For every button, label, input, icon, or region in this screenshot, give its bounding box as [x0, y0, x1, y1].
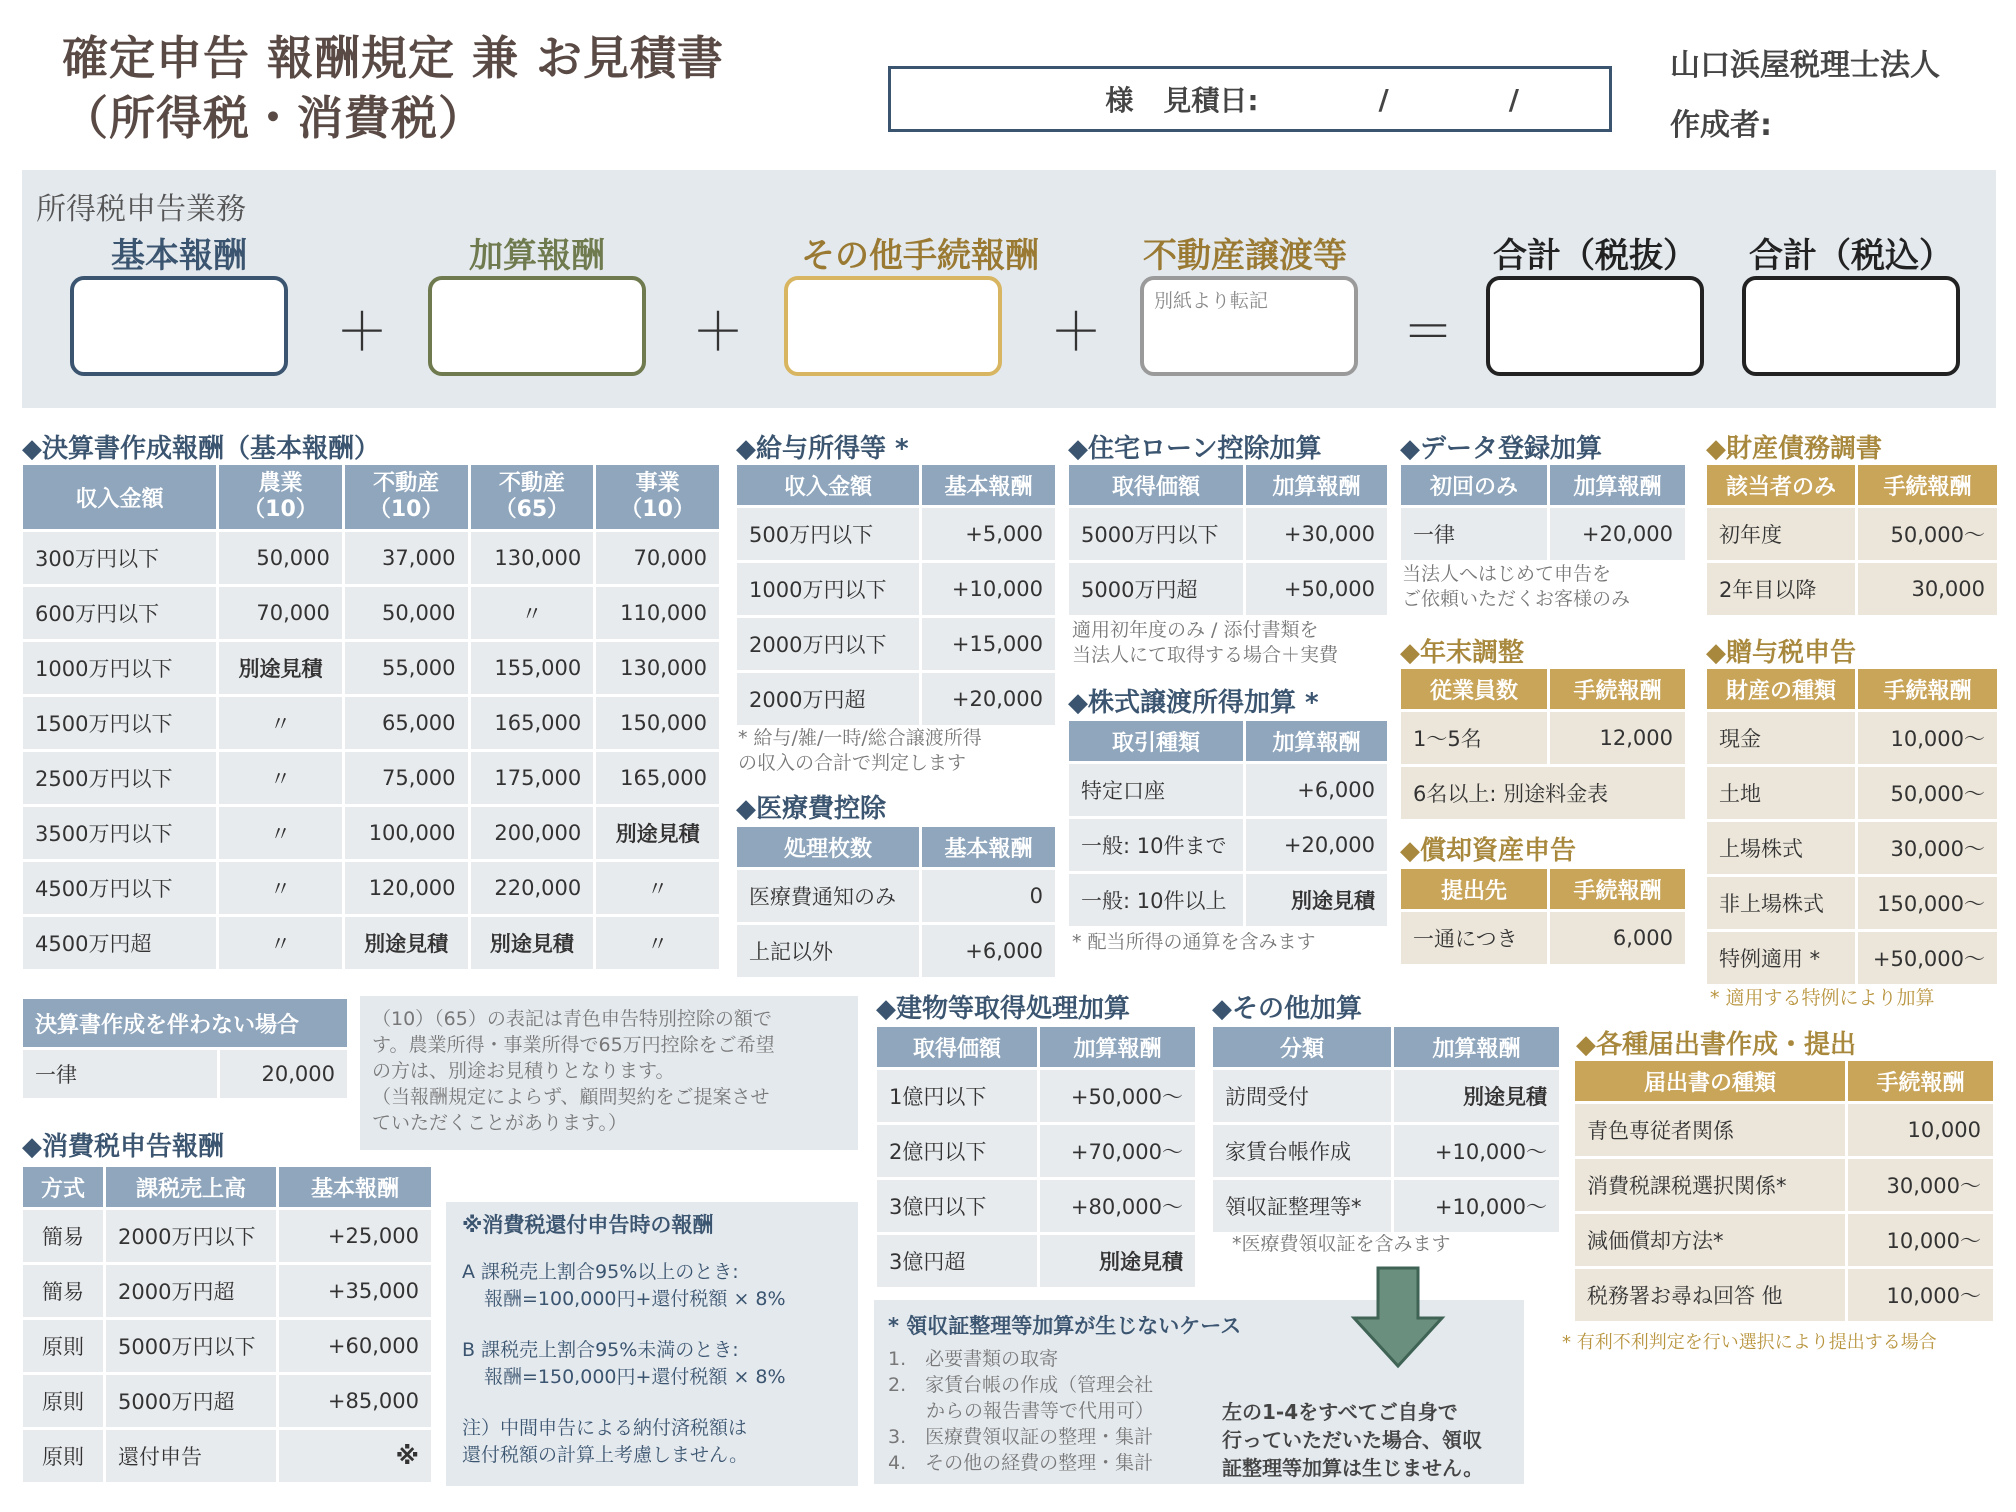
housing-r0c0: 5000万円以下: [1069, 508, 1243, 560]
salary-h1: 基本報酬: [922, 465, 1055, 505]
plus-3: ＋: [1050, 303, 1103, 363]
nenmatsu-title: ◆年末調整: [1400, 638, 1524, 668]
housing-note-1: 適用初年度のみ / 添付書類を: [1072, 619, 1319, 641]
kessan-r0c2: 37,000: [345, 532, 468, 584]
housing-h1: 加算報酬: [1246, 465, 1387, 505]
zouyo-r0c1: 10,000〜: [1858, 712, 1997, 764]
table-row: [737, 563, 1055, 615]
kessan-h0: 収入金額: [23, 465, 216, 529]
table-row: [737, 925, 1055, 977]
zouyo-r4c1: +50,000〜: [1858, 932, 1997, 984]
table-row: [1707, 508, 1997, 560]
sonota-r2c0: 領収証整理等*: [1213, 1180, 1391, 1232]
table-row: [23, 752, 719, 804]
kessan-r7c4: 〃: [596, 917, 719, 969]
table-row: [737, 618, 1055, 670]
kanpu-c2: 還付税額の計算上考慮しません。: [462, 1444, 749, 1466]
datareg-note: [1402, 562, 1630, 612]
stock-table: [1066, 718, 1390, 929]
blue-note-1: （10）（65）の表記は青色申告特別控除の額で: [372, 1008, 772, 1030]
title-line1: 確定申告 報酬規定 兼 お見積書: [62, 31, 725, 85]
kessan-h4: 事業 （10）: [596, 465, 719, 529]
date-sep2: /: [1508, 82, 1519, 116]
total-in-label: 合計（税込）: [1749, 236, 1953, 276]
plus-2: ＋: [692, 303, 745, 363]
table-row: [1707, 712, 1997, 764]
kessan-r0c1: 50,000: [219, 532, 342, 584]
todoke-r3c1: 10,000〜: [1848, 1269, 1993, 1321]
salary-r0c1: +5,000: [922, 508, 1055, 560]
tatemono-title: ◆建物等取得処理加算: [876, 994, 1130, 1024]
todoke-r2c0: 減価償却方法*: [1575, 1214, 1845, 1266]
table-row: [23, 1430, 431, 1482]
kessan-r1c1: 70,000: [219, 587, 342, 639]
zaisan-r1c0: 2年目以降: [1707, 563, 1855, 615]
todoke-table: [1572, 1058, 1996, 1324]
datareg-r0c0: 一律: [1401, 508, 1547, 560]
kanpu-a2: 報酬=100,000円+還付税額 × 8%: [484, 1288, 786, 1310]
nenmatsu-h1: 手続報酬: [1550, 669, 1685, 709]
table-row: [1213, 1070, 1559, 1122]
housing-r1c1: +50,000: [1246, 563, 1387, 615]
nenmatsu-r0c0: 1〜5名: [1401, 712, 1547, 764]
housing-table: [1066, 462, 1390, 618]
page-title: [62, 28, 724, 148]
kessan-r0c4: 70,000: [596, 532, 719, 584]
no-kessan-title: 決算書作成を伴わない場合: [23, 999, 347, 1047]
zaisan-h0: 該当者のみ: [1707, 465, 1855, 505]
table-row: [23, 1375, 431, 1427]
salary-title: ◆給与所得等 *: [736, 434, 909, 464]
table-row: [1707, 767, 1997, 819]
shohi-title: ◆消費税申告報酬: [22, 1132, 224, 1162]
basic-box[interactable]: [70, 276, 288, 376]
stock-r1c0: 一般: 10件まで: [1069, 819, 1243, 871]
shohi-table: [20, 1164, 434, 1485]
ryoshu-item-3: からの報告書等で代用可）: [888, 1400, 1155, 1422]
kanpu-b2: 報酬=150,000円+還付税額 × 8%: [484, 1366, 786, 1388]
todoke-r2c1: 10,000〜: [1848, 1214, 1993, 1266]
sonota-table: [1210, 1024, 1562, 1235]
ryoshu-item-4: 3. 医療費領収証の整理・集計: [888, 1426, 1154, 1448]
medical-r0c0: 医療費通知のみ: [737, 870, 919, 922]
shohi-h1: 課税売上高: [106, 1167, 276, 1207]
salary-r2c1: +15,000: [922, 618, 1055, 670]
table-row: [1707, 822, 1997, 874]
kessan-r7c2: 別途見積: [345, 917, 468, 969]
zaisan-table: [1704, 462, 2000, 618]
sonota-r2c1: +10,000〜: [1394, 1180, 1559, 1232]
kessan-r0c3: 130,000: [471, 532, 594, 584]
kessan-r7c3: 別途見積: [471, 917, 594, 969]
salary-note-1: * 給与/雑/一時/総合譲渡所得: [738, 727, 982, 749]
table-row: [877, 1070, 1195, 1122]
table-row: [1575, 1104, 1993, 1156]
table-row: [737, 870, 1055, 922]
kanpu-b1: B 課税売上割合95%未満のとき:: [462, 1339, 739, 1361]
tatemono-r0c1: +50,000〜: [1040, 1070, 1195, 1122]
kessan-r0c0: 300万円以下: [23, 532, 216, 584]
kessan-r4c1: 〃: [219, 752, 342, 804]
kessan-r6c0: 4500万円以下: [23, 862, 216, 914]
table-row: [1707, 932, 1997, 984]
kessan-r3c1: 〃: [219, 697, 342, 749]
medical-table: [734, 824, 1058, 980]
kanpu-box: [446, 1202, 858, 1486]
table-row: [1069, 874, 1387, 926]
sonota-r0c1: 別途見積: [1394, 1070, 1559, 1122]
kessan-r3c2: 65,000: [345, 697, 468, 749]
medical-title: ◆医療費控除: [736, 794, 886, 824]
salary-note: [738, 726, 982, 776]
datareg-h1: 加算報酬: [1550, 465, 1685, 505]
nenmatsu-row2: 6名以上: 別途料金表: [1401, 767, 1685, 819]
stock-r2c0: 一般: 10件以上: [1069, 874, 1243, 926]
stock-r0c0: 特定口座: [1069, 764, 1243, 816]
table-row: [1213, 1180, 1559, 1232]
added-label: 加算報酬: [469, 236, 605, 276]
kessan-r3c0: 1500万円以下: [23, 697, 216, 749]
datareg-note-1: 当法人へはじめて申告を: [1402, 563, 1612, 585]
kessan-r1c2: 50,000: [345, 587, 468, 639]
kessan-r1c4: 110,000: [596, 587, 719, 639]
medical-r1c0: 上記以外: [737, 925, 919, 977]
kessan-title: ◆決算書作成報酬（基本報酬）: [22, 434, 380, 464]
zouyo-r1c0: 土地: [1707, 767, 1855, 819]
shokyaku-r0c0: 一通につき: [1401, 912, 1547, 964]
other-box[interactable]: [784, 276, 1002, 376]
tatemono-r2c0: 3億円以下: [877, 1180, 1037, 1232]
table-row: [1575, 1214, 1993, 1266]
kessan-r6c3: 220,000: [471, 862, 594, 914]
total-in-box[interactable]: [1742, 276, 1960, 376]
nenmatsu-h0: 従業員数: [1401, 669, 1547, 709]
housing-r1c0: 5000万円超: [1069, 563, 1243, 615]
kessan-r3c3: 165,000: [471, 697, 594, 749]
stock-h0: 取引種類: [1069, 721, 1243, 761]
realestate-label: 不動産譲渡等: [1143, 236, 1347, 276]
sonota-r1c1: +10,000〜: [1394, 1125, 1559, 1177]
tatemono-table: [874, 1024, 1198, 1290]
sonota-h1: 加算報酬: [1394, 1027, 1559, 1067]
zaisan-h1: 手続報酬: [1858, 465, 1997, 505]
kessan-r5c1: 〃: [219, 807, 342, 859]
tatemono-h0: 取得価額: [877, 1027, 1037, 1067]
no-kessan-table: [20, 996, 350, 1101]
equals: ＝: [1402, 303, 1455, 363]
estimate-date-label: 見積日:: [1163, 84, 1259, 117]
stock-r0c1: +6,000: [1246, 764, 1387, 816]
sonota-r0c0: 訪問受付: [1213, 1070, 1391, 1122]
zaisan-r1c1: 30,000: [1858, 563, 1997, 615]
added-box[interactable]: [428, 276, 646, 376]
kessan-r7c0: 4500万円超: [23, 917, 216, 969]
no-kessan-value: 20,000: [220, 1050, 347, 1098]
medical-r0c1: 0: [922, 870, 1055, 922]
blue-note-4: （当報酬規定によらず、顧問契約をご提案させ: [372, 1086, 770, 1108]
todoke-r0c1: 10,000: [1848, 1104, 1993, 1156]
todoke-r1c0: 消費税課税選択関係*: [1575, 1159, 1845, 1211]
shohi-r4c1: 還付申告: [106, 1430, 276, 1482]
table-row: [23, 1210, 431, 1262]
blue-note-5: ていただくことがあります。）: [372, 1112, 627, 1134]
date-sep1: /: [1378, 82, 1389, 116]
stock-r1c1: +20,000: [1246, 819, 1387, 871]
table-row: [1401, 767, 1685, 819]
table-row: [23, 587, 719, 639]
other-label: その他手続報酬: [801, 236, 1039, 276]
zaisan-r0c1: 50,000〜: [1858, 508, 1997, 560]
sonota-title: ◆その他加算: [1212, 994, 1362, 1024]
kessan-r6c1: 〃: [219, 862, 342, 914]
kanpu-c1: 注）中間申告による納付済税額は: [462, 1417, 748, 1439]
todoke-r3c0: 税務署お尋ね回答 他: [1575, 1269, 1845, 1321]
tatemono-r2c1: +80,000〜: [1040, 1180, 1195, 1232]
kessan-r2c3: 155,000: [471, 642, 594, 694]
table-row: [1707, 877, 1997, 929]
table-row: [1575, 1269, 1993, 1321]
table-row: [23, 917, 719, 969]
shohi-h2: 基本報酬: [279, 1167, 431, 1207]
kessan-h1: 農業 （10）: [219, 465, 342, 529]
todoke-note: * 有利不利判定を行い選択により提出する場合: [1562, 1332, 1937, 1353]
ryoshu-item-2: 2. 家賃台帳の作成（管理会社: [888, 1374, 1154, 1396]
table-row: [23, 642, 719, 694]
salary-r3c0: 2000万円超: [737, 673, 919, 725]
kessan-r1c0: 600万円以下: [23, 587, 216, 639]
kessan-r3c4: 150,000: [596, 697, 719, 749]
total-ex-label: 合計（税抜）: [1493, 236, 1697, 276]
table-row: [1069, 764, 1387, 816]
datareg-table: [1398, 462, 1688, 563]
shokyaku-h0: 提出先: [1401, 869, 1547, 909]
tatemono-r0c0: 1億円以下: [877, 1070, 1037, 1122]
kessan-r4c0: 2500万円以下: [23, 752, 216, 804]
housing-title: ◆住宅ローン控除加算: [1068, 434, 1322, 464]
table-row: [1069, 563, 1387, 615]
tatemono-h1: 加算報酬: [1040, 1027, 1195, 1067]
salary-r3c1: +20,000: [922, 673, 1055, 725]
shohi-r1c0: 簡易: [23, 1265, 103, 1317]
table-row: [877, 1180, 1195, 1232]
nenmatsu-table: [1398, 666, 1688, 822]
stock-title: ◆株式譲渡所得加算 *: [1068, 688, 1319, 718]
table-row: [1401, 712, 1685, 764]
salary-r0c0: 500万円以下: [737, 508, 919, 560]
zaisan-title: ◆財産債務調書: [1706, 434, 1882, 464]
sonota-r1c0: 家賃台帳作成: [1213, 1125, 1391, 1177]
title-line2: （所得税・消費税）: [62, 91, 485, 145]
company-name: 山口浜屋税理士法人: [1670, 48, 1940, 83]
salary-r1c1: +10,000: [922, 563, 1055, 615]
summary-section-label: 所得税申告業務: [36, 192, 246, 227]
tatemono-r3c0: 3億円超: [877, 1235, 1037, 1287]
kessan-r5c2: 100,000: [345, 807, 468, 859]
table-row: [1575, 1159, 1993, 1211]
blue-note-box: [360, 996, 858, 1150]
table-row: [23, 697, 719, 749]
no-kessan-label: 一律: [23, 1050, 217, 1098]
shohi-r2c0: 原則: [23, 1320, 103, 1372]
kessan-r2c0: 1000万円以下: [23, 642, 216, 694]
table-row: [1707, 563, 1997, 615]
salary-r1c0: 1000万円以下: [737, 563, 919, 615]
shokyaku-title: ◆償却資産申告: [1400, 836, 1576, 866]
ryoshu-conclusion-3: 証整理等加算は生じません。: [1222, 1456, 1484, 1480]
kessan-r7c1: 〃: [219, 917, 342, 969]
shokyaku-r0c1: 6,000: [1550, 912, 1685, 964]
datareg-title: ◆データ登録加算: [1400, 434, 1602, 464]
realestate-note: 別紙より転記: [1154, 290, 1269, 312]
salary-h0: 収入金額: [737, 465, 919, 505]
shohi-r4c2: ※: [279, 1430, 431, 1482]
realestate-box[interactable]: [1140, 276, 1358, 376]
todoke-h0: 届出書の種類: [1575, 1061, 1845, 1101]
zouyo-r2c0: 上場株式: [1707, 822, 1855, 874]
shohi-r4c0: 原則: [23, 1430, 103, 1482]
shohi-r0c0: 簡易: [23, 1210, 103, 1262]
table-row: [1069, 508, 1387, 560]
blue-note-2: す。農業所得・事業所得で65万円控除をご希望: [372, 1034, 775, 1056]
table-row: [23, 1050, 347, 1098]
medical-h1: 基本報酬: [922, 827, 1055, 867]
salary-note-2: の収入の合計で判定します: [738, 752, 967, 774]
kanpu-title: ※消費税還付申告時の報酬: [462, 1213, 714, 1237]
zouyo-h0: 財産の種類: [1707, 669, 1855, 709]
table-row: [1213, 1125, 1559, 1177]
customer-suffix: 様: [1105, 84, 1134, 117]
ryoshu-conclusion-1: 左の1-4をすべてご自身で: [1222, 1400, 1458, 1424]
ryoshu-item-5: 4. その他の経費の整理・集計: [888, 1452, 1154, 1474]
zouyo-h1: 手続報酬: [1858, 669, 1997, 709]
medical-h0: 処理枚数: [737, 827, 919, 867]
kessan-r2c2: 55,000: [345, 642, 468, 694]
table-row: [23, 1320, 431, 1372]
todoke-r0c0: 青色専従者関係: [1575, 1104, 1845, 1156]
shohi-r3c0: 原則: [23, 1375, 103, 1427]
blue-note-3: の方は、別途お見積りとなります。: [372, 1060, 675, 1082]
zouyo-r3c0: 非上場株式: [1707, 877, 1855, 929]
table-row: [23, 807, 719, 859]
kessan-r1c3: 〃: [471, 587, 594, 639]
zouyo-r3c1: 150,000〜: [1858, 877, 1997, 929]
shohi-r3c2: +85,000: [279, 1375, 431, 1427]
sonota-note: *医療費領収証を含みます: [1232, 1233, 1451, 1255]
down-arrow-icon: [1350, 1266, 1446, 1370]
company-block: [1670, 36, 1940, 156]
shohi-r2c1: 5000万円以下: [106, 1320, 276, 1372]
table-row: [1401, 508, 1685, 560]
stock-note: * 配当所得の通算を含みます: [1072, 931, 1316, 953]
plus-1: ＋: [336, 303, 389, 363]
zouyo-table: [1704, 666, 2000, 987]
salary-r2c0: 2000万円以下: [737, 618, 919, 670]
kessan-r2c4: 130,000: [596, 642, 719, 694]
todoke-r1c1: 30,000〜: [1848, 1159, 1993, 1211]
nenmatsu-r0c1: 12,000: [1550, 712, 1685, 764]
kessan-table: [20, 462, 722, 972]
table-row: [23, 862, 719, 914]
zouyo-r0c0: 現金: [1707, 712, 1855, 764]
kessan-r6c2: 120,000: [345, 862, 468, 914]
datareg-r0c1: +20,000: [1550, 508, 1685, 560]
tatemono-r3c1: 別途見積: [1040, 1235, 1195, 1287]
housing-r0c1: +30,000: [1246, 508, 1387, 560]
table-row: [737, 508, 1055, 560]
ryoshu-conclusion-2: 行っていただいた場合、領収: [1222, 1428, 1482, 1452]
shohi-r0c2: +25,000: [279, 1210, 431, 1262]
author-label[interactable]: 作成者:: [1670, 108, 1772, 143]
sonota-h0: 分類: [1213, 1027, 1391, 1067]
table-row: [877, 1235, 1195, 1287]
shohi-h0: 方式: [23, 1167, 103, 1207]
housing-h0: 取得価額: [1069, 465, 1243, 505]
kessan-r4c2: 75,000: [345, 752, 468, 804]
table-row: [737, 673, 1055, 725]
customer-date-box[interactable]: [888, 66, 1612, 132]
tatemono-r1c1: +70,000〜: [1040, 1125, 1195, 1177]
todoke-h1: 手続報酬: [1848, 1061, 1993, 1101]
salary-table: [734, 462, 1058, 728]
zouyo-note: * 適用する特例により加算: [1710, 987, 1935, 1009]
kessan-r6c4: 〃: [596, 862, 719, 914]
kessan-h2: 不動産 （10）: [345, 465, 468, 529]
kessan-r5c3: 200,000: [471, 807, 594, 859]
zaisan-r0c0: 初年度: [1707, 508, 1855, 560]
zouyo-title: ◆贈与税申告: [1706, 638, 1856, 668]
kanpu-a1: A 課税売上割合95%以上のとき:: [462, 1261, 739, 1283]
table-row: [23, 532, 719, 584]
shohi-r2c2: +60,000: [279, 1320, 431, 1372]
shohi-r3c1: 5000万円超: [106, 1375, 276, 1427]
shokyaku-table: [1398, 866, 1688, 967]
datareg-h0: 初回のみ: [1401, 465, 1547, 505]
shohi-r0c1: 2000万円以下: [106, 1210, 276, 1262]
kessan-r5c4: 別途見積: [596, 807, 719, 859]
ryoshu-item-1: 1. 必要書類の取寄: [888, 1348, 1059, 1370]
total-ex-box[interactable]: [1486, 276, 1704, 376]
table-row: [1069, 819, 1387, 871]
kessan-r4c4: 165,000: [596, 752, 719, 804]
kessan-r4c3: 175,000: [471, 752, 594, 804]
kessan-r2c1: 別途見積: [219, 642, 342, 694]
shokyaku-h1: 手続報酬: [1550, 869, 1685, 909]
stock-h1: 加算報酬: [1246, 721, 1387, 761]
tatemono-r1c0: 2億円以下: [877, 1125, 1037, 1177]
ryoshu-title: * 領収証整理等加算が生じないケース: [888, 1314, 1242, 1338]
table-row: [877, 1125, 1195, 1177]
stock-r2c1: 別途見積: [1246, 874, 1387, 926]
shohi-r1c1: 2000万円超: [106, 1265, 276, 1317]
kessan-r5c0: 3500万円以下: [23, 807, 216, 859]
kessan-h3: 不動産 （65）: [471, 465, 594, 529]
datareg-note-2: ご依頼いただくお客様のみ: [1402, 588, 1631, 610]
housing-note-2: 当法人にて取得する場合＋実費: [1072, 644, 1339, 666]
todoke-title: ◆各種届出書作成・提出: [1576, 1030, 1856, 1060]
medical-r1c1: +6,000: [922, 925, 1055, 977]
zouyo-r2c1: 30,000〜: [1858, 822, 1997, 874]
table-row: [23, 1265, 431, 1317]
table-row: [1401, 912, 1685, 964]
shohi-r1c2: +35,000: [279, 1265, 431, 1317]
zouyo-r1c1: 50,000〜: [1858, 767, 1997, 819]
housing-note: [1072, 618, 1338, 668]
basic-label: 基本報酬: [111, 236, 247, 276]
zouyo-r4c0: 特例適用 *: [1707, 932, 1855, 984]
